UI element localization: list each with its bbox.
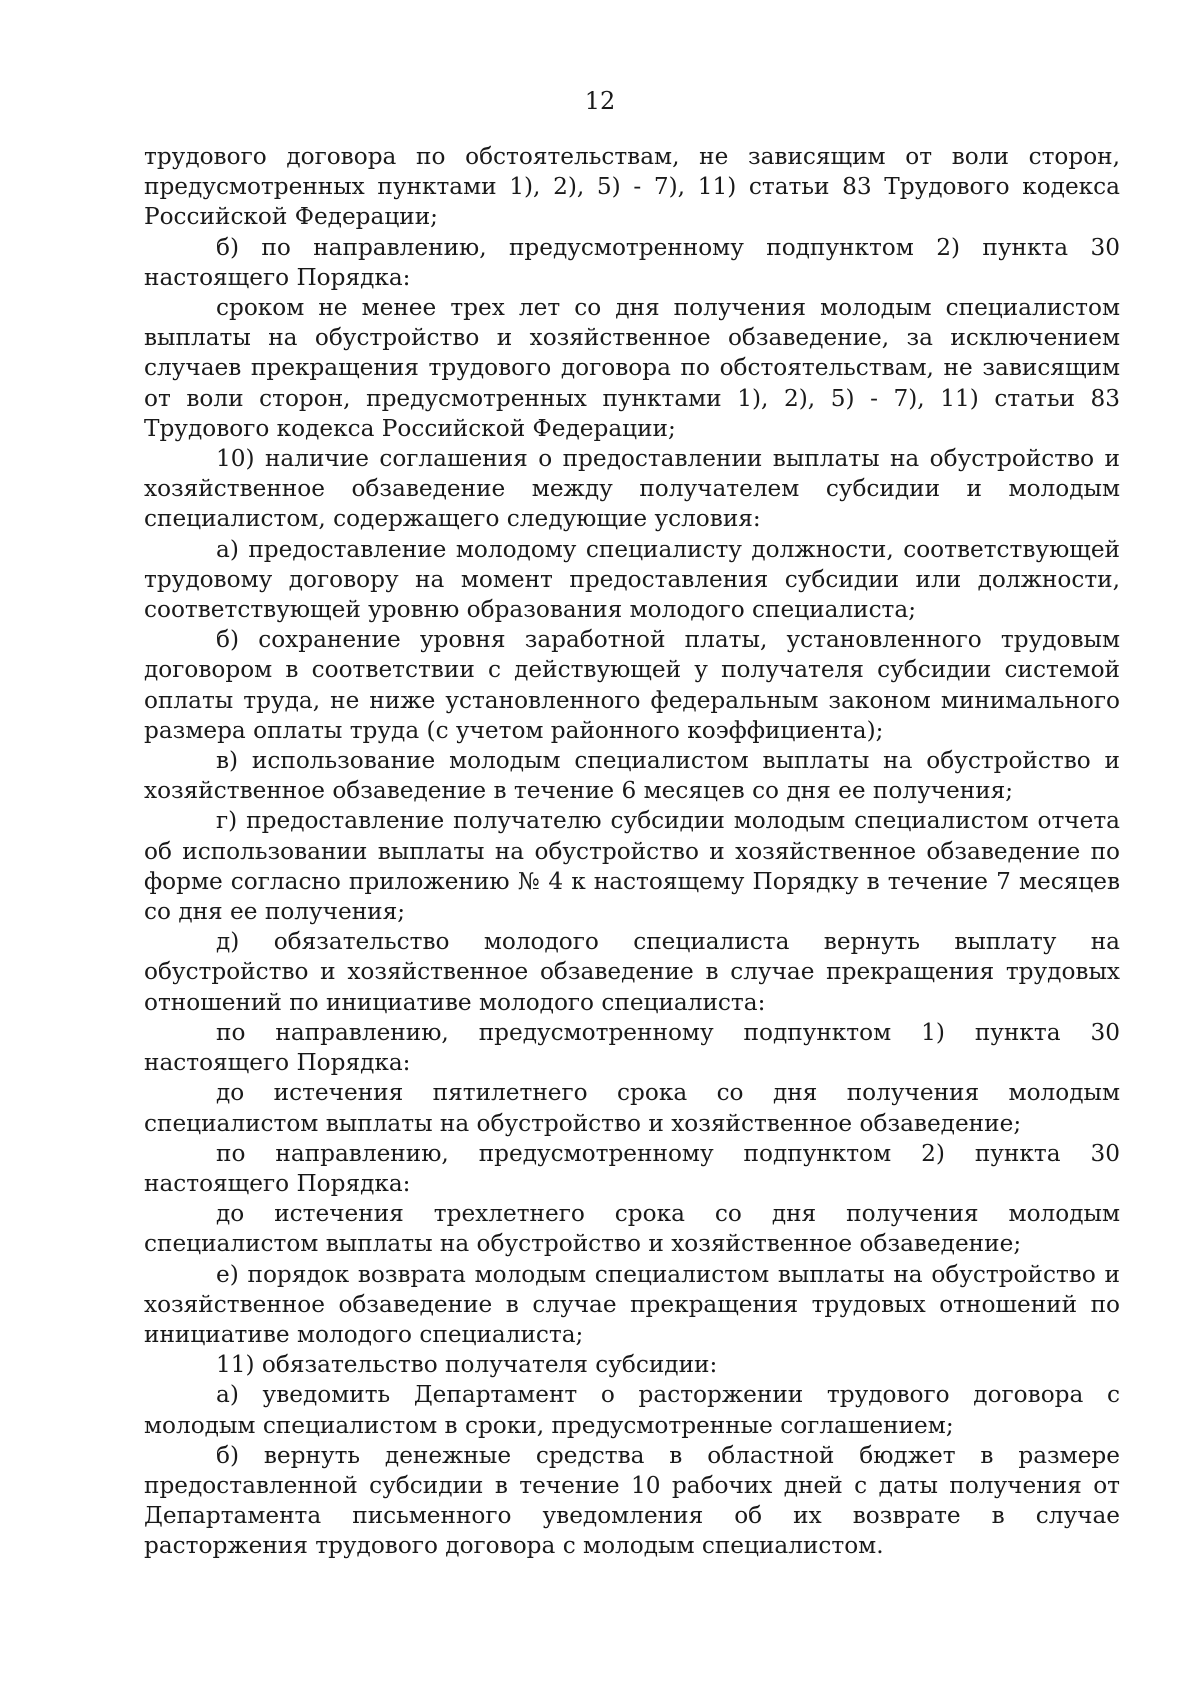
paragraph: трудового договора по обстоятельствам, не зависящим от воли сторон, предусмотренных пунктами 1), 2), 5) - 7), 11) статьи 83 Трудового кодекса Российской Федерации;	[144, 143, 1120, 231]
paragraph: 10) наличие соглашения о предоставлении выплаты на обустройство и хозяйственное обзаведение между получателем субсидии и молодым специалистом, содержащего следующие условия:	[144, 445, 1120, 533]
paragraph: а) уведомить Департамент о расторжении трудового договора с молодым специалистом в сроки, предусмотренные соглашением;	[144, 1381, 1120, 1439]
paragraph: в) использование молодым специалистом выплаты на обустройство и хозяйственное обзаведение в течение 6 месяцев со дня ее получения;	[144, 747, 1120, 805]
paragraph: б) по направлению, предусмотренному подпунктом 2) пункта 30 настоящего Порядка:	[144, 233, 1120, 291]
paragraph: до истечения трехлетнего срока со дня получения молодым специалистом выплаты на обустройство и хозяйственное обзаведение;	[144, 1200, 1120, 1258]
paragraph: д) обязательство молодого специалиста вернуть выплату на обустройство и хозяйственное обзаведение в случае прекращения трудовых отношений по инициативе молодого специалиста:	[144, 928, 1120, 1016]
paragraph: г) предоставление получателю субсидии молодым специалистом отчета об использовании выплаты на обустройство и хозяйственное обзаведение по форме согласно приложению № 4 к настоящему Порядку в течение 7 месяцев со дня ее получения;	[144, 807, 1120, 926]
document-body	[144, 142, 1120, 1562]
paragraph: 11) обязательство получателя субсидии:	[216, 1351, 718, 1379]
paragraph: б) вернуть денежные средства в областной бюджет в размере предоставленной субсидии в течение 10 рабочих дней с даты получения от Департамента письменного уведомления об их возврате в случае расторжения трудового договора с молодым специалистом.	[144, 1441, 1120, 1560]
paragraph: б) сохранение уровня заработной платы, установленного трудовым договором в соответствии с действующей у получателя субсидии системой оплаты труда, не ниже установленного федеральным законом минимального размера оплаты труда (с учетом районного коэффициента);	[144, 626, 1120, 744]
paragraph: по направлению, предусмотренному подпунктом 1) пункта 30 настоящего Порядка:	[144, 1018, 1120, 1077]
paragraph: а) предоставление молодому специалисту должности, соответствующей трудовому договору на момент предоставления субсидии или должности, соответствующей уровню образования молодого специалиста;	[144, 535, 1120, 624]
paragraph: сроком не менее трех лет со дня получения молодым специалистом выплаты на обустройство и хозяйственное обзаведение, за исключением случаев прекращения трудового договора по обстоятельствам, не зависящим от воли сторон, предусмотренных пунктами 1), 2), 5) - 7), 11) статьи 83 Трудового кодекса Российской Федерации;	[144, 294, 1120, 442]
page-number: 12	[584, 87, 616, 115]
paragraph: до истечения пятилетнего срока со дня получения молодым специалистом выплаты на обустройство и хозяйственное обзаведение;	[144, 1079, 1120, 1137]
paragraph: е) порядок возврата молодым специалистом выплаты на обустройство и хозяйственное обзаведение в случае прекращения трудовых отношений по инициативе молодого специалиста;	[144, 1260, 1120, 1348]
paragraph: по направлению, предусмотренному подпунктом 2) пункта 30 настоящего Порядка:	[144, 1139, 1120, 1197]
